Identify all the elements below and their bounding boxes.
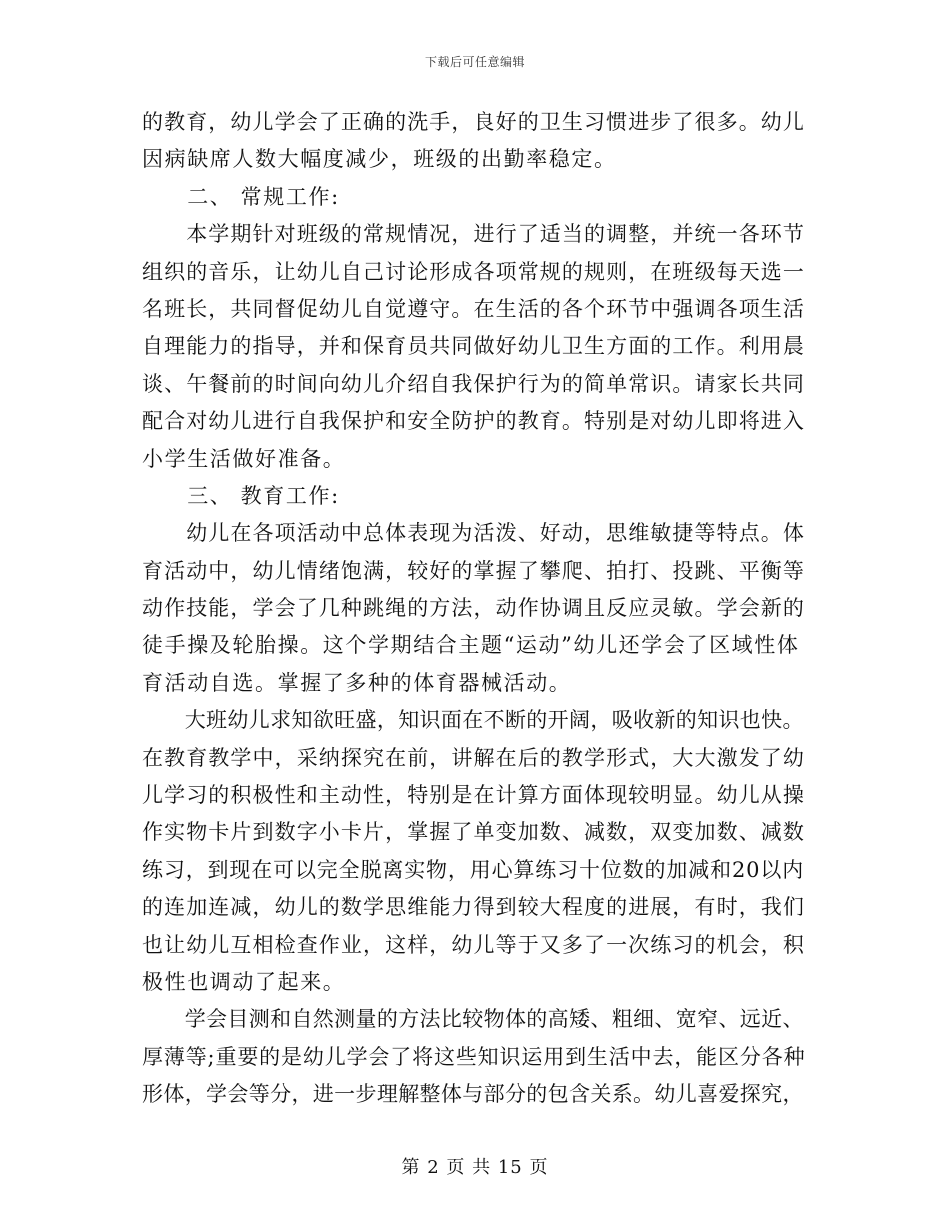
- text-line: 名班长，共同督促幼儿自觉遵守。在生活的各个环节中强调各项生活: [142, 296, 805, 321]
- text-line: 作实物卡片到数字小卡片，掌握了单变加数、减数，双变加数、减数: [142, 820, 805, 845]
- text-line: 幼儿在各项活动中总体表现为活泼、好动，思维敏捷等特点。体: [142, 521, 805, 546]
- text-line: 育活动中，幼儿情绪饱满，较好的掌握了攀爬、拍打、投跳、平衡等: [142, 558, 805, 583]
- text-line: 的教育，幼儿学会了正确的洗手，良好的卫生习惯进步了很多。幼儿: [142, 110, 805, 134]
- page-header: 下载后可任意编辑: [424, 55, 525, 69]
- text-line: 徒手操及轮胎操。这个学期结合主题“运动”幼儿还学会了区域性体: [142, 633, 800, 658]
- text-line: 也让幼儿互相检查作业，这样，幼儿等于又多了一次练习的机会，积: [142, 932, 805, 957]
- section-heading: 三、 教育工作:: [142, 483, 340, 508]
- text-line: 学会目测和自然测量的方法比较物体的高矮、粗细、宽窄、远近、: [142, 1007, 804, 1032]
- text-line: 因病缺席人数大幅度减少，班级的出勤率稳定。: [142, 147, 617, 172]
- text-line: 配合对幼儿进行自我保护和安全防护的教育。特别是对幼儿即将进入: [142, 409, 805, 434]
- text-line: 练习，到现在可以完全脱离实物，用心算练习十位数的加减和20以内: [142, 857, 805, 882]
- text-line: 小学生活做好准备。: [142, 446, 346, 471]
- text-line: 动作技能，学会了几种跳绳的方法，动作协调且反应灵敏。学会新的: [142, 596, 805, 621]
- text-line: 大班幼儿求知欲旺盛，知识面在不断的开阔，吸收新的知识也快。: [142, 708, 804, 733]
- text-line: 形体，学会等分，进一步理解整体与部分的包含关系。幼儿喜爱探究，: [142, 1082, 804, 1107]
- text-line: 在教育教学中，采纳探究在前，讲解在后的教学形式，大大激发了幼: [142, 745, 805, 770]
- text-line: 儿学习的积极性和主动性，特别是在计算方面体现较明显。幼儿从操: [142, 783, 805, 808]
- text-line: 组织的音乐，让幼儿自己讨论形成各项常规的规则，在班级每天选一: [142, 259, 805, 284]
- page-number-footer: 第 2 页 共 15 页: [401, 1157, 549, 1178]
- text-line: 的连加连减，幼儿的数学思维能力得到较大程度的进展，有时，我们: [142, 895, 805, 920]
- text-line: 本学期针对班级的常规情况，进行了适当的调整，并统一各环节: [142, 222, 805, 247]
- document-body: [142, 104, 810, 1114]
- text-line: 自理能力的指导，并和保育员共同做好幼儿卫生方面的工作。利用晨: [142, 334, 805, 359]
- text-line: 育活动自选。掌握了多种的体育器械活动。: [142, 670, 572, 695]
- section-heading: 二、 常规工作:: [142, 184, 340, 209]
- text-line: 谈、午餐前的时间向幼儿介绍自我保护行为的简单常识。请家长共同: [142, 371, 805, 396]
- text-line: 极性也调动了起来。: [142, 969, 346, 994]
- text-line: 厚薄等;重要的是幼儿学会了将这些知识运用到生活中去，能区分各种: [142, 1044, 806, 1069]
